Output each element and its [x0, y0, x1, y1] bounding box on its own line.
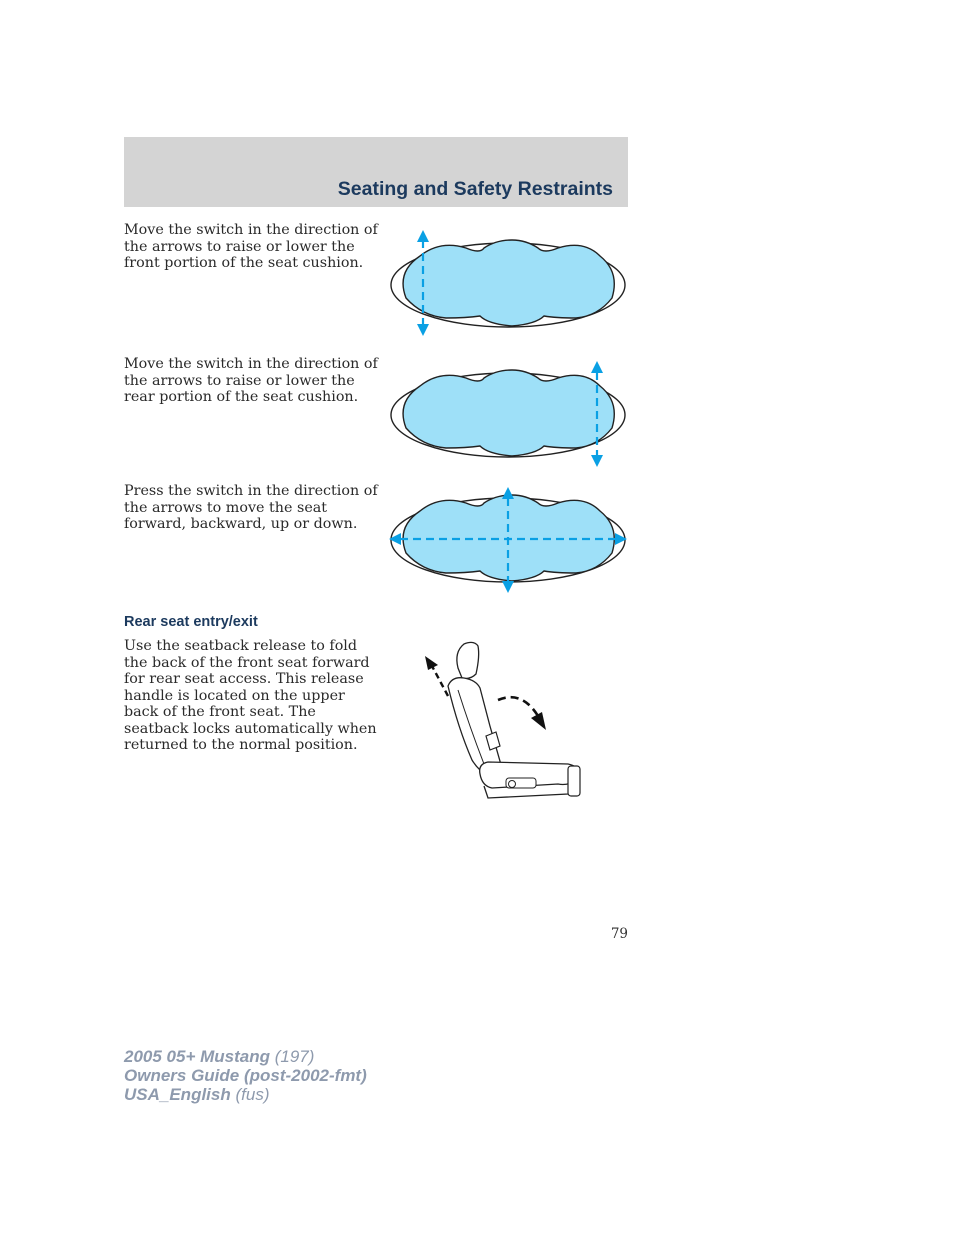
rear-cushion-switch-figure [388, 356, 628, 470]
rear-cushion-text: Move the switch in the direction of the arrows to raise or lower the rear portion of the seat cushion. [124, 356, 378, 405]
arrow-up-icon [502, 487, 514, 499]
page-number: 79 [610, 926, 628, 942]
headrest [457, 642, 479, 678]
arrow-down-icon [591, 455, 603, 467]
header-band [124, 137, 628, 207]
document-footer [124, 1047, 367, 1104]
arrow-up-icon [417, 230, 429, 242]
footer-line-3 [124, 1085, 367, 1104]
front-cushion-switch-figure [388, 226, 628, 340]
section-title: Seating and Safety Restraints [337, 178, 613, 200]
switch-cushion [403, 370, 614, 456]
footer-line-1 [124, 1047, 367, 1066]
footer-language-code: (fus) [235, 1085, 270, 1104]
arrow-down-icon [502, 581, 514, 593]
footer-model: 2005 05+ Mustang [124, 1047, 270, 1066]
seatback [448, 678, 502, 776]
whole-seat-switch-figure [388, 484, 628, 596]
fold-forward-arrow-icon [498, 697, 538, 716]
pull-arrow-head-icon [425, 656, 438, 670]
whole-seat-text: Press the switch in the direction of the arrows to move the seat forward, backward, up or down. [124, 483, 378, 532]
front-cushion-text: Move the switch in the direction of the arrows to raise or lower the front portion of the seat cushion. [124, 222, 378, 271]
footer-model-code: (197) [274, 1047, 315, 1066]
rear-entry-heading: Rear seat entry/exit [124, 614, 258, 630]
footer-line-2 [124, 1066, 367, 1085]
pull-release-arrow-icon [432, 666, 448, 696]
fold-arrow-head-icon [531, 712, 546, 730]
seatback-release-figure [418, 638, 588, 804]
arrow-up-icon [591, 361, 603, 373]
footer-guide: Owners Guide (post-2002-fmt) [124, 1066, 367, 1085]
arrow-down-icon [417, 324, 429, 336]
rear-entry-text: Use the seatback release to fold the back of the front seat forward for rear seat access. This release handle is located on the upper back of the front seat. The seatback locks automatically when returned to the normal position. [124, 638, 377, 753]
footer-language: USA_English [124, 1085, 231, 1104]
seat-side-trim [568, 766, 580, 796]
adjust-knob [509, 781, 516, 788]
switch-cushion [403, 240, 614, 326]
